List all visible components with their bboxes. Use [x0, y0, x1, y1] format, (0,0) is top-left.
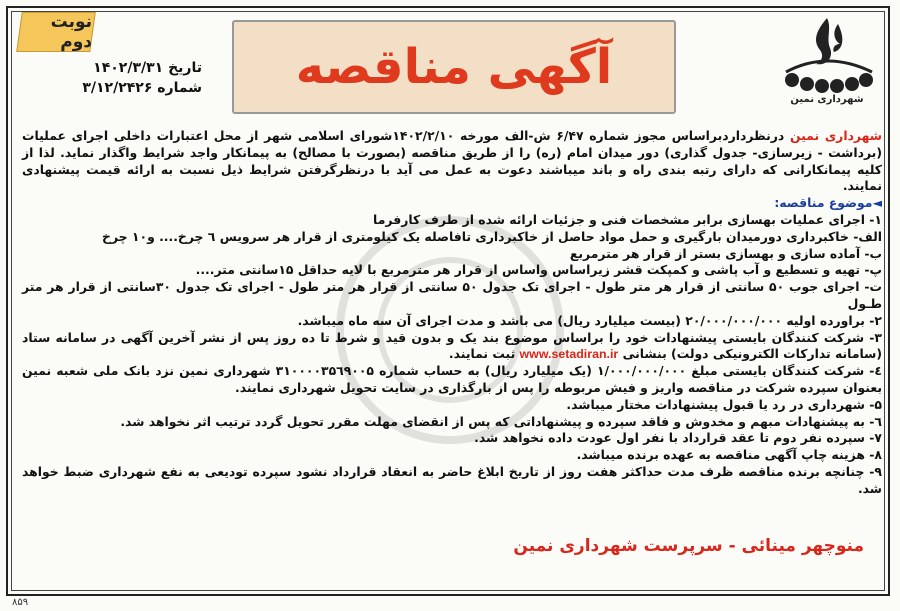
logo-caption: شهرداری نمین: [790, 94, 864, 105]
topic-label: موضوع مناقصه:: [774, 195, 873, 211]
item-4: ٤- شرکت کنندگان بایستی مبلغ ۱/۰۰۰/۰۰۰/۰۰۰ (یک میلیارد ریال) به حساب شماره ۳۱۰۰۰۰۳۵٦۹۰۰۵ شهرداری نمین نزد بانک ملی شعبه نمین بعنوان سپرده شرکت در مناقصه واریز و فیش مربوطه را پس از بارگذاری در سایت تحویل شهرداری نمایند.: [22, 363, 882, 395]
page-title: آگهی مناقصه: [295, 39, 613, 95]
item-8: ۸- هزینه چاپ آگهی مناقصه به عهده برنده میباشد.: [576, 447, 882, 463]
intro-text: درنظرداردبراساس مجوز شماره ۶/۴۷ ش-الف مورخه ۱۴۰۲/۲/۱۰شورای اسلامی شهر از محل اعتبارات داخلی اجرای عملیات (برداشت - زیرسازی- جدول گذاری) دور میدان امام (ره) را از طریق مناقصه (بصورت با مصالح) به پیمانکار واجد شرایط واگذار نماید. لذا از کلیه پیمانکارانی که دارای رتبه بندی راه و باند میباشند دعوت به عمل می آید با درنظرگرفتن شرایط ذیل نسبت به ارائه قیمت پیشنهادی نمایند.: [22, 128, 882, 194]
intro-paragraph: [22, 128, 882, 195]
org-name: شهرداری نمین: [789, 128, 882, 143]
title-box: [232, 20, 676, 114]
item-te: ت- اجرای جوب ۵۰ سانتی از قرار هر متر طول - اجرای تک جدول ۵۰ سانتی از قرار هر متر طول - اجرای تک جدول ۳۰سانتی از قرار هر متر طـول: [22, 279, 882, 311]
item-alef: الف- خاکبرداری دورمیدان بارگیری و حمل مواد حاصل از خاکبرداری تافاصله یک کیلومتری از قرار هر سرویس ٦ چرخ.... و۱۰ چرخ: [102, 228, 882, 244]
number-line: شماره ۳/۱۲/۲۴۲۶: [82, 80, 202, 96]
item-1: ۱- اجرای عملیات بهسازی برابر مشخصات فنی و جزئیات ارائه شده از طرف کارفرما: [373, 211, 882, 227]
topic-heading: [22, 195, 882, 212]
item-9: ۹- چنانچه برنده مناقصه ظرف مدت حداکثر هفت روز از تاریخ ابلاغ حاضر به انعقاد قرارداد نشود سپرده تودیعی به نفع شهرداری ضبط خواهد شد.: [22, 463, 882, 496]
item-2: ۲- براورده اولیه ۲۰/۰۰۰/۰۰۰/۰۰۰ (بیست میلیارد ریال) می باشد و مدت اجرای آن سه ماه میباشد.: [297, 312, 882, 328]
item-6: ٦- به پیشنهادات مبهم و مخدوش و فاقد سپرده و پیشنهاداتی که پس از انقضای مهلت مقرر تحویل گردد ترتیب اثر نخواهد شد.: [120, 413, 882, 429]
item-pe: پ- تهیه و تسطیع و آب پاشی و کمپکت قشر زیراساس واساس از قرار هر مترمربع با لایه حداقل ۱۵سانتی متر....: [195, 262, 882, 278]
header: [14, 10, 884, 125]
date-block: [22, 58, 202, 98]
signature: منوچهر مینائی - سرپرست شهرداری نمین: [513, 536, 864, 556]
item-be: ب- آماده سازی و بهسازی بستر از قرار هر مترمربع: [569, 245, 882, 261]
topic-arrow-icon: ◄: [872, 195, 882, 211]
item-3-end: ثبت نمایند.: [448, 346, 520, 362]
item-5: ۵- شهرداری در رد یا قبول پیشنهادات مختار میباشد.: [566, 396, 882, 412]
notice-body: [22, 128, 882, 498]
round-badge: [16, 12, 96, 52]
round-badge-label: نوبت دوم: [50, 12, 92, 52]
setadiran-link[interactable]: www.setadiran.ir: [519, 347, 619, 362]
item-7: ۷- سپرده نفر دوم تا عقد قرارداد با نفر اول عودت داده نخواهد شد.: [474, 430, 882, 446]
item-3-text: ۳- شرکت کنندگان بایستی پیشنهادات خود را براساس موضوع بند یک و بدون قید و شرط تا ده روز پس از نشر آخرین آگهی در سامانه ستاد (سامانه تدارکات الکترونیکی دولت) بنشانی: [22, 329, 882, 362]
item-3: [22, 330, 882, 364]
page-number: ۸۵۹: [12, 597, 29, 608]
date-line: تاریخ ۱۴۰۲/۳/۳۱: [93, 60, 202, 76]
